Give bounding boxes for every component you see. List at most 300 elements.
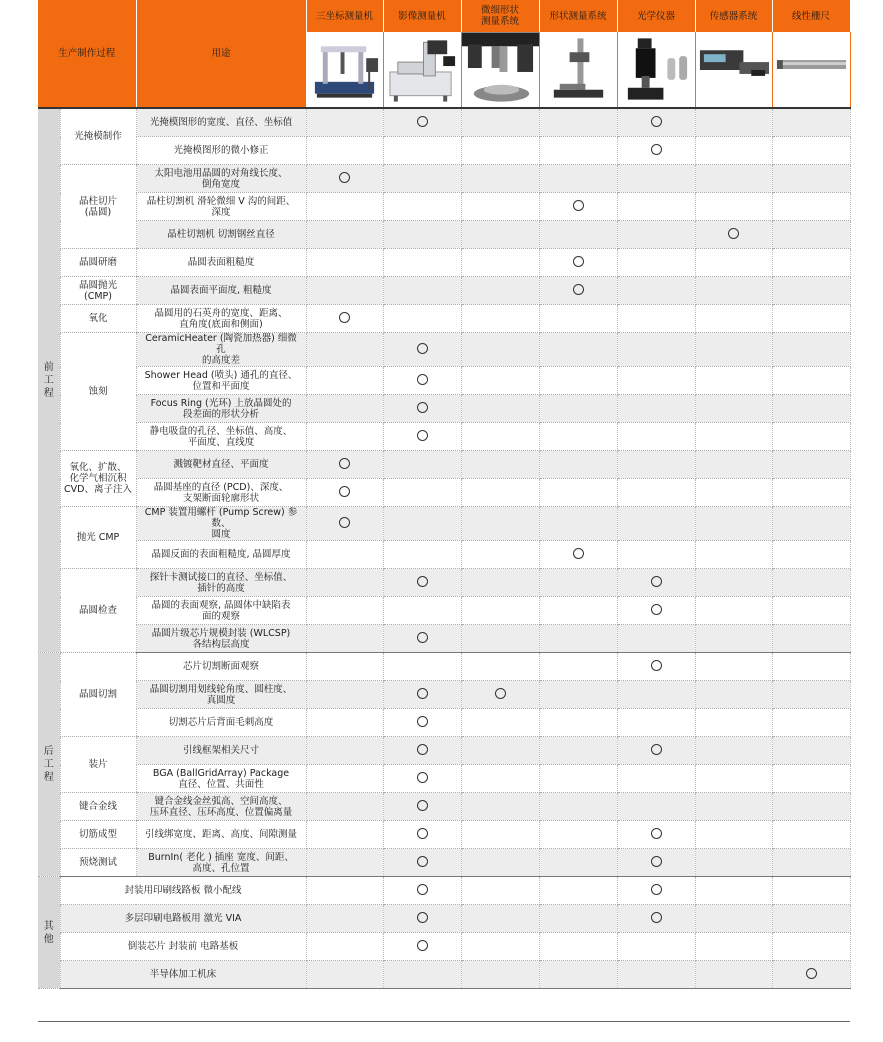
mark-cell <box>306 653 383 681</box>
usage-cell: 晶圆的表面观察, 晶圆体中缺陷表 面的观察 <box>136 597 306 625</box>
process-cell: 抛光 CMP <box>60 507 136 569</box>
header-instrument-1: 三坐标测量机 <box>306 0 383 32</box>
mark-cell <box>383 137 461 165</box>
mark-cell <box>383 961 461 989</box>
applicable-circle-icon <box>417 116 428 127</box>
mark-cell <box>772 653 850 681</box>
mark-cell <box>383 933 461 961</box>
applicable-circle-icon <box>573 284 584 295</box>
mark-cell <box>772 507 850 541</box>
mark-cell <box>772 108 850 137</box>
mark-cell <box>772 277 850 305</box>
applicable-circle-icon <box>417 576 428 587</box>
table-row <box>38 451 850 479</box>
mark-cell <box>695 367 772 395</box>
usage-cell: 晶圆反面的表面粗糙度, 晶圆厚度 <box>136 541 306 569</box>
mark-cell <box>306 765 383 793</box>
mark-cell <box>383 597 461 625</box>
usage-cell: 晶圆表面平面度, 粗糙度 <box>136 277 306 305</box>
mark-cell <box>695 933 772 961</box>
table-row <box>38 333 850 367</box>
mark-cell <box>383 569 461 597</box>
usage-cell: 光掩模图形的微小修正 <box>136 137 306 165</box>
mark-cell <box>772 961 850 989</box>
mark-cell <box>383 305 461 333</box>
mark-cell <box>617 709 695 737</box>
mark-cell <box>461 737 539 765</box>
header-process: 生产制作过程 <box>38 0 136 108</box>
table-body <box>38 108 850 989</box>
mark-cell <box>461 333 539 367</box>
mark-cell <box>539 423 617 451</box>
mark-cell <box>306 933 383 961</box>
mark-cell <box>383 765 461 793</box>
mark-cell <box>617 451 695 479</box>
mark-cell <box>617 877 695 905</box>
table-row <box>38 933 850 961</box>
table-row <box>38 765 850 793</box>
mark-cell <box>772 681 850 709</box>
mark-cell <box>772 333 850 367</box>
process-cell: 氧化 <box>60 305 136 333</box>
usage-cell: CeramicHeater (陶瓷加热器) 细微孔 的高度差 <box>136 333 306 367</box>
mark-cell <box>617 221 695 249</box>
process-cell: 氧化、扩散、 化学气相沉积 CVD、离子注入 <box>60 451 136 507</box>
mark-cell <box>772 423 850 451</box>
section-other: 其 他 <box>38 877 60 989</box>
mark-cell <box>539 597 617 625</box>
usage-cell: 键合金线金丝弧高、空间高度、 压环直径、压环高度、位置偏离量 <box>136 793 306 821</box>
usage-cell: 封装用印刷线路板 微小配线 <box>60 877 306 905</box>
mark-cell <box>695 569 772 597</box>
mark-cell <box>772 249 850 277</box>
section-front-process: 前 工 程 <box>38 108 60 653</box>
mark-cell <box>617 653 695 681</box>
mark-cell <box>772 597 850 625</box>
mark-cell <box>772 709 850 737</box>
mark-cell <box>539 709 617 737</box>
mark-cell <box>383 905 461 933</box>
usage-cell: 晶圆用的石英舟的宽度、距离、 直角度(底面和侧面) <box>136 305 306 333</box>
mark-cell <box>695 137 772 165</box>
mark-cell <box>306 423 383 451</box>
usage-cell: 静电吸盘的孔径、坐标值、高度、 平面度、直线度 <box>136 423 306 451</box>
optical-instrument-image <box>617 32 695 108</box>
applicable-circle-icon <box>417 772 428 783</box>
mark-cell <box>695 765 772 793</box>
mark-cell <box>461 681 539 709</box>
mark-cell <box>695 905 772 933</box>
applicable-circle-icon <box>495 688 506 699</box>
table-row <box>38 793 850 821</box>
process-cell: 预烧测试 <box>60 849 136 877</box>
mark-cell <box>461 765 539 793</box>
table-row <box>38 305 850 333</box>
mark-cell <box>539 625 617 653</box>
applicable-circle-icon <box>728 228 739 239</box>
mark-cell <box>383 395 461 423</box>
mark-cell <box>539 793 617 821</box>
table-row <box>38 137 850 165</box>
mark-cell <box>772 541 850 569</box>
mark-cell <box>772 479 850 507</box>
mark-cell <box>695 305 772 333</box>
table-row <box>38 961 850 989</box>
mark-cell <box>772 821 850 849</box>
mark-cell <box>306 821 383 849</box>
process-cell: 键合金线 <box>60 793 136 821</box>
mark-cell <box>695 849 772 877</box>
mark-cell <box>617 137 695 165</box>
mark-cell <box>695 653 772 681</box>
mark-cell <box>539 249 617 277</box>
applicable-circle-icon <box>417 744 428 755</box>
mark-cell <box>617 933 695 961</box>
mark-cell <box>306 905 383 933</box>
applicable-circle-icon <box>651 912 662 923</box>
mark-cell <box>772 933 850 961</box>
mark-cell <box>617 305 695 333</box>
mark-cell <box>695 249 772 277</box>
table-row <box>38 905 850 933</box>
mark-cell <box>306 221 383 249</box>
usage-cell: 引线框架相关尺寸 <box>136 737 306 765</box>
mark-cell <box>617 277 695 305</box>
mark-cell <box>461 479 539 507</box>
mark-cell <box>461 625 539 653</box>
mark-cell <box>695 451 772 479</box>
mark-cell <box>306 737 383 765</box>
applicable-circle-icon <box>651 856 662 867</box>
mark-cell <box>383 625 461 653</box>
table-row <box>38 849 850 877</box>
mark-cell <box>539 961 617 989</box>
mark-cell <box>617 597 695 625</box>
mark-cell <box>695 395 772 423</box>
applicable-circle-icon <box>417 430 428 441</box>
mark-cell <box>539 849 617 877</box>
vision-measuring-machine-image <box>383 32 461 108</box>
mark-cell <box>461 821 539 849</box>
mark-cell <box>306 849 383 877</box>
mark-cell <box>383 108 461 137</box>
header-instrument-3: 微细形状 测量系统 <box>461 0 539 32</box>
applicable-circle-icon <box>651 576 662 587</box>
mark-cell <box>461 653 539 681</box>
mark-cell <box>539 877 617 905</box>
mark-cell <box>383 653 461 681</box>
mark-cell <box>617 793 695 821</box>
mark-cell <box>695 625 772 653</box>
mark-cell <box>306 277 383 305</box>
mark-cell <box>772 765 850 793</box>
mark-cell <box>539 333 617 367</box>
mark-cell <box>772 137 850 165</box>
mark-cell <box>695 423 772 451</box>
mark-cell <box>617 108 695 137</box>
mark-cell <box>461 277 539 305</box>
usage-cell: Focus Ring (光环) 上放晶圆处的 段差面的形状分析 <box>136 395 306 423</box>
mark-cell <box>461 933 539 961</box>
header-instrument-2: 影像测量机 <box>383 0 461 32</box>
mark-cell <box>461 395 539 423</box>
mark-cell <box>772 737 850 765</box>
applicable-circle-icon <box>417 716 428 727</box>
mark-cell <box>617 193 695 221</box>
table-row <box>38 423 850 451</box>
applicable-circle-icon <box>573 256 584 267</box>
mark-cell <box>539 507 617 541</box>
table-row <box>38 249 850 277</box>
mark-cell <box>695 165 772 193</box>
mark-cell <box>383 709 461 737</box>
applicable-circle-icon <box>417 912 428 923</box>
table-row <box>38 541 850 569</box>
mark-cell <box>695 108 772 137</box>
applicable-circle-icon <box>417 828 428 839</box>
mark-cell <box>617 249 695 277</box>
mark-cell <box>539 137 617 165</box>
mark-cell <box>772 305 850 333</box>
usage-cell: BGA (BallGridArray) Package 直径、位置、共面性 <box>136 765 306 793</box>
mark-cell <box>539 165 617 193</box>
mark-cell <box>772 395 850 423</box>
mark-cell <box>539 541 617 569</box>
usage-cell: 晶柱切割机 切割钢丝直径 <box>136 221 306 249</box>
mark-cell <box>617 569 695 597</box>
mark-cell <box>461 423 539 451</box>
mark-cell <box>539 681 617 709</box>
mark-cell <box>772 165 850 193</box>
mark-cell <box>617 507 695 541</box>
mark-cell <box>617 737 695 765</box>
mark-cell <box>539 108 617 137</box>
process-cell: 装片 <box>60 737 136 793</box>
applicable-circle-icon <box>417 402 428 413</box>
table-row <box>38 709 850 737</box>
usage-cell: 晶柱切割机 滑轮微细 V 沟的间距、 深度 <box>136 193 306 221</box>
mark-cell <box>539 933 617 961</box>
cmm-machine-image <box>306 32 383 108</box>
mark-cell <box>383 249 461 277</box>
application-table-wrapper <box>38 0 850 989</box>
usage-cell: 探针卡测试接口的直径、坐标值、 插针的高度 <box>136 569 306 597</box>
mark-cell <box>695 961 772 989</box>
applicable-circle-icon <box>417 884 428 895</box>
applicable-circle-icon <box>651 828 662 839</box>
mark-cell <box>306 333 383 367</box>
table-row <box>38 221 850 249</box>
mark-cell <box>539 821 617 849</box>
usage-cell: 光掩模图形的宽度、直径、坐标值 <box>136 108 306 137</box>
mark-cell <box>383 541 461 569</box>
mark-cell <box>306 625 383 653</box>
usage-cell: 晶圆切割用划线轮角度、圆柱度、 真圆度 <box>136 681 306 709</box>
mark-cell <box>383 877 461 905</box>
mark-cell <box>617 367 695 395</box>
mark-cell <box>383 849 461 877</box>
applicable-circle-icon <box>651 744 662 755</box>
mark-cell <box>539 305 617 333</box>
mark-cell <box>461 849 539 877</box>
mark-cell <box>306 709 383 737</box>
mark-cell <box>306 305 383 333</box>
mark-cell <box>695 709 772 737</box>
mark-cell <box>461 905 539 933</box>
mark-cell <box>695 221 772 249</box>
applicable-circle-icon <box>651 144 662 155</box>
mark-cell <box>461 451 539 479</box>
mark-cell <box>306 961 383 989</box>
mark-cell <box>461 709 539 737</box>
mark-cell <box>306 395 383 423</box>
applicable-circle-icon <box>651 660 662 671</box>
process-cell: 光掩模制作 <box>60 108 136 165</box>
mark-cell <box>306 507 383 541</box>
applicable-circle-icon <box>417 374 428 385</box>
mark-cell <box>695 597 772 625</box>
applicable-circle-icon <box>573 200 584 211</box>
usage-cell: 倒装芯片 封装前 电路基板 <box>60 933 306 961</box>
mark-cell <box>617 165 695 193</box>
mark-cell <box>695 737 772 765</box>
mark-cell <box>306 367 383 395</box>
applicable-circle-icon <box>573 548 584 559</box>
header-instrument-6: 传感器系统 <box>695 0 772 32</box>
usage-cell: CMP 装置用螺杆 (Pump Screw) 参数、 圆度 <box>136 507 306 541</box>
usage-cell: 太阳电池用晶圆的对角线长度、 倒角宽度 <box>136 165 306 193</box>
mark-cell <box>383 681 461 709</box>
mark-cell <box>383 479 461 507</box>
mark-cell <box>306 597 383 625</box>
mark-cell <box>617 479 695 507</box>
applicable-circle-icon <box>339 517 350 528</box>
mark-cell <box>539 765 617 793</box>
mark-cell <box>461 597 539 625</box>
mark-cell <box>695 333 772 367</box>
usage-cell: 晶圆表面粗糙度 <box>136 249 306 277</box>
table-row <box>38 108 850 137</box>
mark-cell <box>772 625 850 653</box>
usage-cell: 溅镀靶材直径、平面度 <box>136 451 306 479</box>
mark-cell <box>461 961 539 989</box>
mark-cell <box>461 367 539 395</box>
mark-cell <box>695 277 772 305</box>
process-cell: 晶圆切割 <box>60 653 136 737</box>
applicable-circle-icon <box>417 856 428 867</box>
applicable-circle-icon <box>417 632 428 643</box>
mark-cell <box>383 451 461 479</box>
usage-cell: 芯片切割断面观察 <box>136 653 306 681</box>
applicable-circle-icon <box>417 800 428 811</box>
mark-cell <box>539 221 617 249</box>
mark-cell <box>695 793 772 821</box>
table-row <box>38 877 850 905</box>
mark-cell <box>695 541 772 569</box>
header-usage: 用途 <box>136 0 306 108</box>
mark-cell <box>772 877 850 905</box>
mark-cell <box>617 333 695 367</box>
mark-cell <box>306 193 383 221</box>
mark-cell <box>383 277 461 305</box>
mark-cell <box>539 451 617 479</box>
usage-cell: 晶圆片级芯片规模封装 (WLCSP) 各结构层高度 <box>136 625 306 653</box>
applicable-circle-icon <box>417 343 428 354</box>
usage-cell: 多层印刷电路板用 激光 VIA <box>60 905 306 933</box>
mark-cell <box>539 905 617 933</box>
mark-cell <box>539 479 617 507</box>
mark-cell <box>383 221 461 249</box>
mark-cell <box>461 193 539 221</box>
process-cell: 切筋成型 <box>60 821 136 849</box>
mark-cell <box>695 821 772 849</box>
mark-cell <box>306 108 383 137</box>
mark-cell <box>383 165 461 193</box>
applicable-circle-icon <box>651 884 662 895</box>
process-cell: 晶柱切片 (晶圆) <box>60 165 136 249</box>
table-row <box>38 569 850 597</box>
table-row <box>38 681 850 709</box>
mark-cell <box>461 569 539 597</box>
mark-cell <box>695 507 772 541</box>
process-cell: 蚀刻 <box>60 333 136 451</box>
table-row <box>38 625 850 653</box>
mark-cell <box>772 905 850 933</box>
mark-cell <box>539 277 617 305</box>
mark-cell <box>306 681 383 709</box>
application-table <box>38 0 851 989</box>
mark-cell <box>617 625 695 653</box>
mark-cell <box>539 367 617 395</box>
mark-cell <box>461 249 539 277</box>
mark-cell <box>772 569 850 597</box>
process-cell: 晶圆研磨 <box>60 249 136 277</box>
mark-cell <box>772 849 850 877</box>
table-row <box>38 597 850 625</box>
process-cell: 晶圆抛光 (CMP) <box>60 277 136 305</box>
mark-cell <box>306 137 383 165</box>
table-row <box>38 193 850 221</box>
mark-cell <box>772 193 850 221</box>
mark-cell <box>695 193 772 221</box>
table-row <box>38 367 850 395</box>
mark-cell <box>461 165 539 193</box>
table-row <box>38 653 850 681</box>
mark-cell <box>461 137 539 165</box>
mark-cell <box>383 737 461 765</box>
table-row <box>38 507 850 541</box>
mark-cell <box>306 479 383 507</box>
mark-cell <box>617 821 695 849</box>
mark-cell <box>383 793 461 821</box>
mark-cell <box>306 165 383 193</box>
mark-cell <box>383 821 461 849</box>
header-instrument-4: 形状测量系统 <box>539 0 617 32</box>
table-row <box>38 165 850 193</box>
section-back-process: 后 工 程 <box>38 653 60 877</box>
sensor-system-image <box>695 32 772 108</box>
mark-cell <box>539 193 617 221</box>
applicable-circle-icon <box>339 458 350 469</box>
mark-cell <box>461 541 539 569</box>
mark-cell <box>617 395 695 423</box>
mark-cell <box>617 681 695 709</box>
usage-cell: 晶圆基座的直径 (PCD)、深度、 支架断面轮廓形状 <box>136 479 306 507</box>
usage-cell: Shower Head (喷头) 通孔的直径、 位置和平面度 <box>136 367 306 395</box>
usage-cell: BurnIn( 老化 ) 插座 宽度、间距、 高度、孔位置 <box>136 849 306 877</box>
applicable-circle-icon <box>651 116 662 127</box>
mark-cell <box>695 681 772 709</box>
